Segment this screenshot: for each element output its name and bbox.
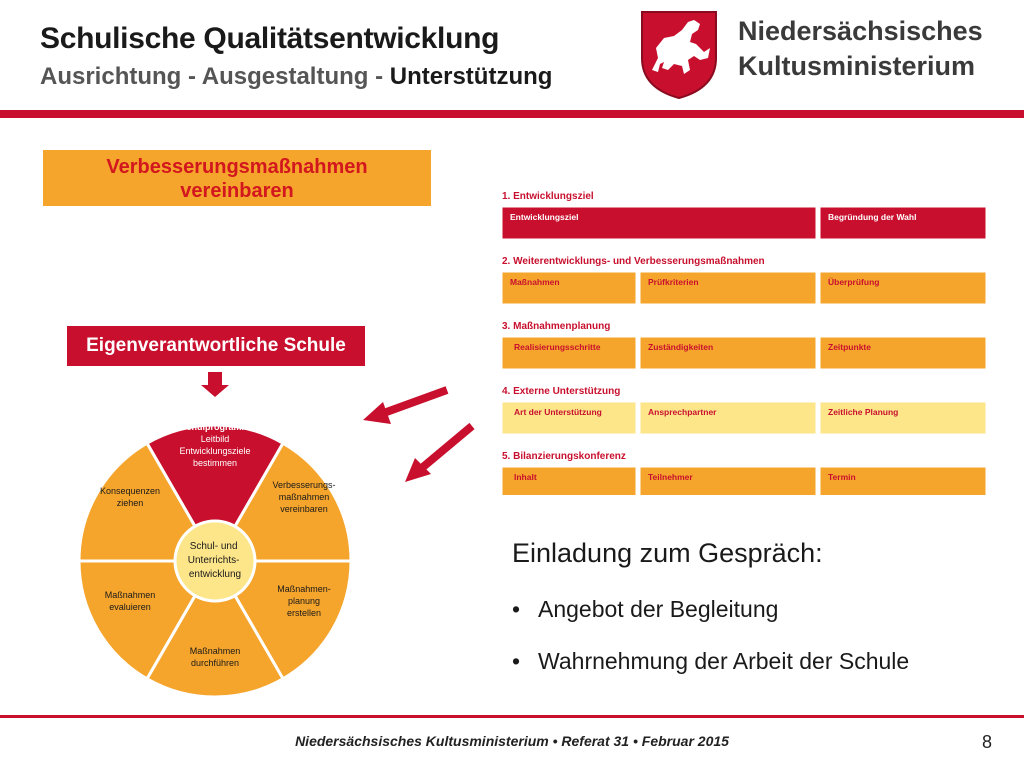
lower-saxony-horse-crest-icon — [638, 8, 720, 100]
slide-subtitle — [40, 63, 552, 91]
form-cell-label: Teilnehmer — [648, 472, 693, 482]
form-section-heading: 3. Maßnahmenplanung — [502, 321, 611, 332]
form-section-heading: 5. Bilanzierungskonferenz — [502, 451, 626, 462]
cycle-center-label — [188, 541, 242, 580]
cycle-segment-label — [272, 480, 335, 514]
invite-heading: Einladung zum Gespräch: — [512, 538, 823, 568]
form-cell-label: Ansprechpartner — [648, 407, 717, 417]
form-cell-label: Inhalt — [514, 472, 537, 482]
pointer-arrows — [355, 380, 485, 490]
form-cell-label: Entwicklungsziel — [510, 212, 579, 222]
ministry-line-1: Niedersächsisches — [738, 16, 983, 46]
cycle-segment-line: Entwicklungsziele — [179, 446, 251, 456]
cycle-segment-line: vereinbaren — [280, 504, 328, 514]
center-line-2: Unterrichts- — [187, 555, 240, 566]
center-line-1: Schul- und — [189, 541, 238, 552]
ministry-line-2: Kultusministerium — [738, 51, 976, 81]
subtitle-part-2: Unterstützung — [389, 63, 553, 90]
page-number: 8 — [982, 732, 993, 752]
cycle-segment-line: ziehen — [116, 498, 144, 508]
invite-bullet: • Angebot der Begleitung — [512, 596, 779, 622]
arrow-left-icon — [363, 390, 447, 424]
cycle-segment-line: planung — [287, 596, 321, 606]
header-divider — [0, 110, 1024, 118]
cycle-segment-line: Konsequenzen — [99, 486, 161, 496]
cycle-segment-line: Maßnahmen — [104, 590, 156, 600]
form-section-heading: 1. Entwicklungsziel — [502, 191, 594, 202]
cycle-segment-line: bestimmen — [192, 458, 238, 468]
cycle-segment-line: Leitbild — [200, 434, 230, 444]
form-cell-label: Realisierungsschritte — [514, 342, 601, 352]
down-arrow-icon — [201, 372, 229, 397]
cycle-segment-line: Maßnahmen — [189, 646, 241, 656]
slide-title: Schulische Qualitätsentwicklung — [40, 22, 500, 55]
form-section-heading: 2. Weiterentwicklungs- und Verbesserungsmaßnahmen — [502, 256, 765, 267]
footer-divider — [0, 715, 1024, 718]
form-cell-label: Termin — [828, 472, 856, 482]
cycle-segment-line: erstellen — [286, 608, 322, 618]
form-cell-label: Prüfkriterien — [648, 277, 699, 287]
form-cell-label: Zeitpunkte — [828, 342, 871, 352]
invite-bullet-text: Angebot der Begleitung — [538, 596, 779, 622]
banner-line-2: vereinbaren — [180, 180, 294, 202]
cycle-segment-line: durchführen — [190, 658, 240, 668]
cycle-segment-line: Schulprogramm — [180, 422, 250, 432]
eigenverantwortliche-schule-box: Eigenverantwortliche Schule — [67, 326, 365, 366]
cycle-segment-line: evaluieren — [109, 602, 151, 612]
footer-text: Niedersächsisches Kultusministerium • Referat 31 • Februar 2015 — [295, 733, 729, 749]
banner-verbesserungsmassnahmen — [43, 150, 431, 206]
cycle-segment-line: Maßnahmen- — [277, 584, 331, 594]
banner-line-1: Verbesserungsmaßnahmen — [106, 156, 368, 178]
form-cell-label: Maßnahmen — [510, 277, 560, 287]
ministry-name — [738, 14, 983, 84]
form-cell-label: Überprüfung — [828, 277, 880, 287]
invite-bullet: • Wahrnehmung der Arbeit der Schule — [512, 648, 910, 674]
quality-cycle-diagram — [60, 360, 370, 705]
form-section-heading: 4. Externe Unterstützung — [502, 386, 621, 397]
arrow-down-left-icon — [405, 426, 472, 482]
form-cell-label: Begründung der Wahl — [828, 212, 917, 222]
form-cell-label: Art der Unterstützung — [514, 407, 602, 417]
planning-form — [500, 185, 990, 495]
subtitle-part-1: Ausrichtung - Ausgestaltung - — [40, 63, 390, 90]
center-line-3: entwicklung — [188, 569, 242, 580]
form-cell-label: Zuständigkeiten — [648, 342, 714, 352]
invite-bullet-text: Wahrnehmung der Arbeit der Schule — [538, 648, 910, 674]
cycle-segment-line: maßnahmen — [278, 492, 330, 502]
form-cell-label: Zeitliche Planung — [828, 407, 899, 417]
cycle-segment-line: Verbesserungs- — [272, 480, 336, 490]
